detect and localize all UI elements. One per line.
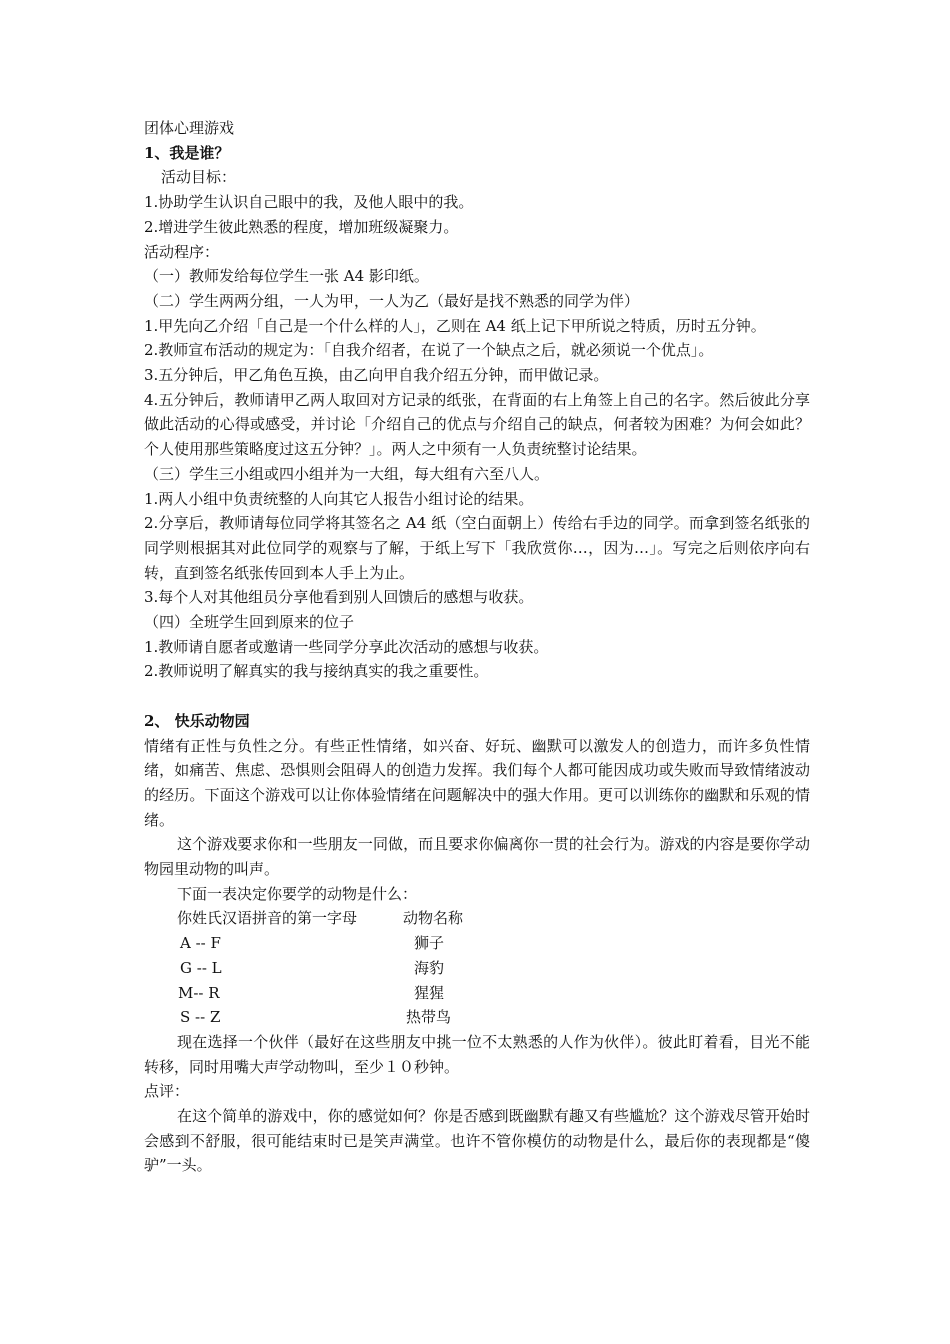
table-cell: G -- L (180, 958, 222, 977)
table-cell: A -- F (180, 934, 221, 953)
table-intro: 下面一表决定你要学的动物是什么： (177, 884, 418, 903)
table-cell: 狮子 (414, 934, 445, 953)
table-header-cell: 动物名称 (403, 909, 464, 928)
step-heading: （一）教师发给每位学生一张 A4 影印纸。 (144, 267, 429, 286)
goal-item: 2.增进学生彼此熟悉的程度，增加班级凝聚力。 (144, 217, 459, 236)
step-item: 4.五分钟后，教师请甲乙两人取回对方记录的纸张，在背面的右上角签上自己的名字。然后彼此分享做此活动的心得或感受，并讨论「介绍自己的优点与介绍自己的缺点，何者较为困难？为何会如此？个人使用那些策略度过这五分钟？」。两人之中须有一人负责统整讨论结果。 (144, 390, 810, 459)
step-heading: （二）学生两两分组，一人为甲，一人为乙（最好是找不熟悉的同学为伴） (144, 291, 640, 310)
goal-item: 1.协助学生认识自己眼中的我，及他人眼中的我。 (144, 193, 474, 212)
step-item: 2.分享后，教师请每位同学将其签名之 A4 纸（空白面朝上）传给右手边的同学。而拿到签名纸张的同学则根据其对此位同学的观察与了解，于纸上写下「我欣赏你…，因为…」。写完之后则依序向右转，直到签名纸张传回到本人手上为止。 (144, 514, 810, 582)
table-cell: M-- R (178, 983, 220, 1002)
paragraph: 这个游戏要求你和一些朋友一同做，而且要求你偏离你一贯的社会行为。游戏的内容是要你学动物园里动物的叫声。 (144, 835, 810, 879)
section1-heading: 1、我是谁？ (144, 143, 230, 162)
step-item: 2.教师宣布活动的规定为：「自我介绍者，在说了一个缺点之后，就必须说一个优点」。 (144, 341, 714, 360)
table-row (144, 956, 810, 981)
document-page (144, 116, 810, 1178)
step-heading: （四）全班学生回到原来的位子 (144, 613, 355, 632)
table-cell: S -- Z (180, 1008, 221, 1027)
procedure-label: 活动程序： (144, 242, 220, 261)
paragraph: 在这个简单的游戏中，你的感觉如何？你是否感到既幽默有趣又有些尴尬？这个游戏尽管开始时会感到不舒服，很可能结束时已是笑声满堂。也许不管你模仿的动物是什么，最后你的表现都是“傻驴”一头。 (144, 1107, 810, 1175)
table-cell: 猩猩 (414, 983, 445, 1002)
step-heading: （三）学生三小组或四小组并为一大组，每大组有六至八人。 (144, 464, 550, 483)
comment-label: 点评： (144, 1082, 190, 1101)
goal-label: 活动目标： (161, 168, 237, 187)
doc-title: 团体心理游戏 (144, 119, 235, 137)
step-item: 1.甲先向乙介绍「自己是一个什么样的人」，乙则在 A4 纸上记下甲所说之特质，历时五分钟。 (144, 316, 766, 335)
table-cell: 热带鸟 (406, 1008, 452, 1027)
section2-heading: 2、 快乐动物园 (144, 711, 250, 730)
table-header-cell: 你姓氏汉语拼音的第一字母 (177, 909, 358, 928)
paragraph: 现在选择一个伙伴（最好在这些朋友中挑一位不太熟悉的人作为伙伴）。彼此盯着看，目光不能转移，同时用嘴大声学动物叫，至少１０秒钟。 (144, 1032, 810, 1076)
table-row (144, 1005, 810, 1030)
table-cell: 海豹 (414, 958, 445, 977)
paragraph: 情绪有正性与负性之分。有些正性情绪，如兴奋、好玩、幽默可以激发人的创造力，而许多负性情绪，如痛苦、焦虑、恐惧则会阻碍人的创造力发挥。我们每个人都可能因成功或失败而导致情绪波动的经历。下面这个游戏可以让你体验情绪在问题解决中的强大作用。更可以训练你的幽默和乐观的情绪。 (144, 736, 810, 829)
step-item: 3.五分钟后，甲乙角色互换，由乙向甲自我介绍五分钟，而甲做记录。 (144, 366, 609, 385)
step-item: 3.每个人对其他组员分享他看到别人回馈后的感想与收获。 (144, 588, 534, 607)
step-item: 1.教师请自愿者或邀请一些同学分享此次活动的感想与收获。 (144, 637, 549, 656)
spacer (144, 684, 810, 709)
step-item: 1.两人小组中负责统整的人向其它人报告小组讨论的结果。 (144, 489, 534, 508)
table-row (144, 981, 810, 1006)
table-row (144, 931, 810, 956)
step-item: 2.教师说明了解真实的我与接纳真实的我之重要性。 (144, 662, 489, 681)
table-header-row (144, 906, 810, 931)
